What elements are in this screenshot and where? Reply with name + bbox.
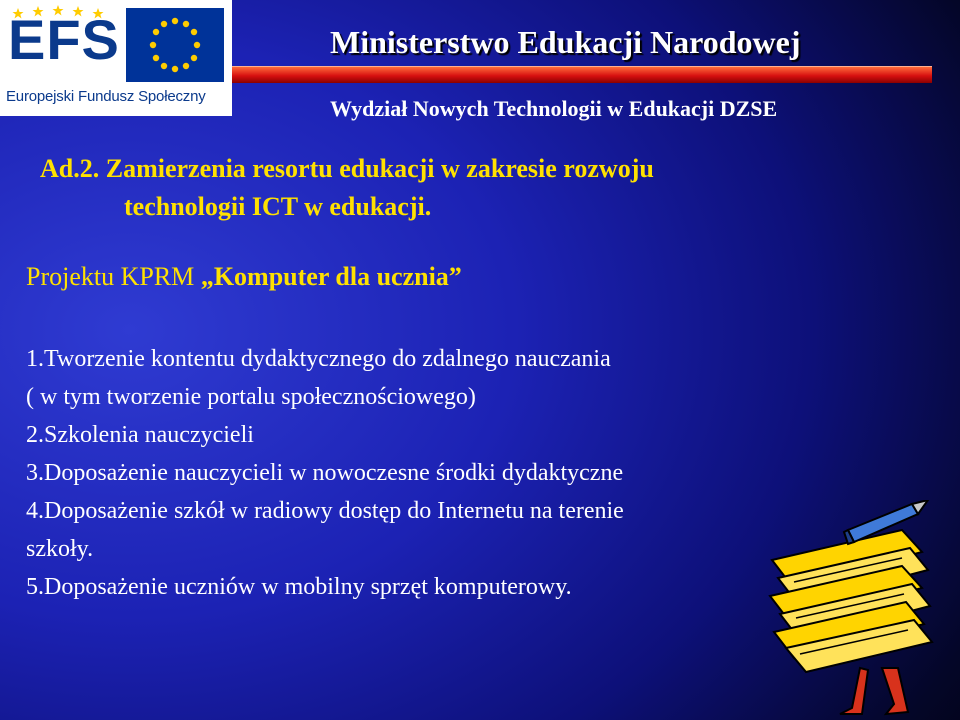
efs-logo-subtitle: Europejski Fundusz Społeczny	[6, 88, 206, 105]
project-line	[26, 262, 462, 292]
efs-logo-text: EFS	[8, 8, 120, 71]
paper-stack-illustration	[752, 500, 952, 720]
project-prefix: Projektu KPRM	[26, 262, 201, 291]
list-item: 4.Doposażenie szkół w radiowy dostęp do Internetu na terenie	[26, 498, 624, 524]
slide-heading	[40, 150, 654, 226]
project-title: „Komputer dla ucznia”	[200, 262, 462, 291]
list-item: 1.Tworzenie kontentu dydaktycznego do zdalnego nauczania	[26, 346, 611, 372]
header-subtitle: Wydział Nowych Technologii w Edukacji DZSE	[330, 96, 778, 121]
header-title: Ministerstwo Edukacji Narodowej	[330, 24, 801, 60]
efs-logo	[0, 0, 232, 116]
header-accent-bar	[232, 66, 932, 83]
list-item: 2.Szkolenia nauczycieli	[26, 422, 254, 448]
list-item: 3.Doposażenie nauczycieli w nowoczesne środki dydaktyczne	[26, 460, 624, 486]
list-item: 5.Doposażenie uczniów w mobilny sprzęt komputerowy.	[26, 574, 572, 600]
goals-list	[26, 340, 846, 606]
heading-line-1: Ad.2. Zamierzenia resortu edukacji w zakresie rozwoju	[40, 154, 654, 183]
list-item: ( w tym tworzenie portalu społecznościowego)	[26, 384, 476, 410]
eu-flag-icon	[126, 8, 224, 82]
heading-line-2: technologii ICT w edukacji.	[124, 192, 432, 221]
list-item: szkoły.	[26, 536, 94, 562]
